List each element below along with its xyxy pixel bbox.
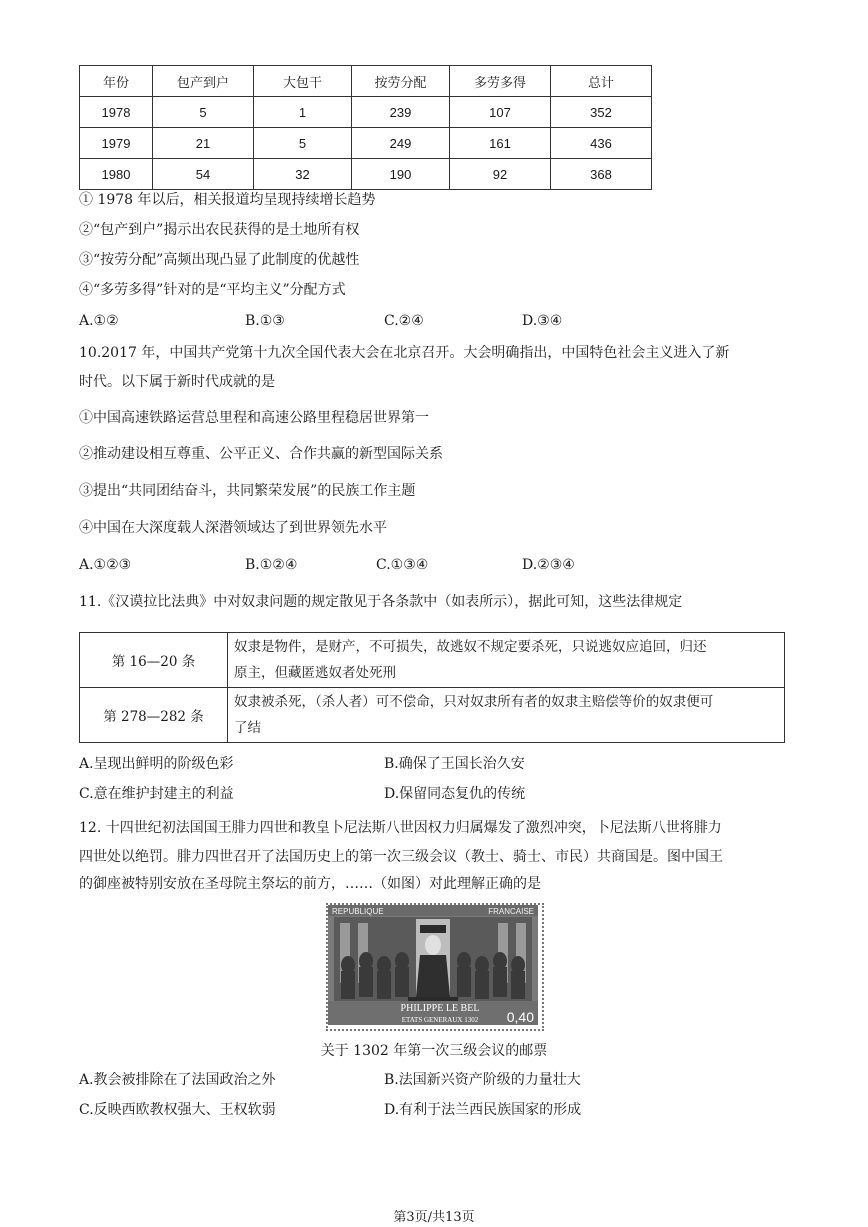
q10-option-b: B.①②④ <box>245 557 298 573</box>
table-cell: 368 <box>551 159 652 190</box>
table-cell: 21 <box>153 128 254 159</box>
table-header-cell: 大包干 <box>254 66 352 97</box>
stamp-illustration <box>328 905 538 1025</box>
table-header-cell: 多劳多得 <box>450 66 551 97</box>
table-cell: 54 <box>153 159 254 190</box>
q10-option-d: D.②③④ <box>522 557 575 573</box>
q11-option-d: D.保留同态复仇的传统 <box>384 786 526 802</box>
page-footer: 第3页/共13页 <box>393 1210 475 1225</box>
q9-item-2: ②“包产到户”揭示出农民获得的是土地所有权 <box>79 222 360 238</box>
q9-item-4: ④“多劳多得”针对的是“平均主义”分配方式 <box>79 282 346 298</box>
q9-option-c: C.②④ <box>384 313 424 329</box>
q9-option-a: A.①② <box>79 313 119 329</box>
table-cell: 92 <box>450 159 551 190</box>
stamp-text-name: PHILIPPE LE BEL <box>400 1003 480 1014</box>
table-cell-content <box>228 633 785 688</box>
table-cell: 436 <box>551 128 652 159</box>
table-cell: 5 <box>153 97 254 128</box>
q12-option-a: A.教会被排除在了法国政治之外 <box>79 1072 276 1088</box>
stamp-text-francaise: FRANCAISE <box>488 907 534 916</box>
table-header-row <box>80 66 652 97</box>
table-header-cell: 总计 <box>551 66 652 97</box>
report-count-table <box>79 65 652 190</box>
table-header-cell: 年份 <box>80 66 153 97</box>
table-cell: 1979 <box>80 128 153 159</box>
q10-item-4: ④中国在大深度载人深潜领域达了到世界领先水平 <box>79 520 387 536</box>
table-header-cell: 包产到户 <box>153 66 254 97</box>
table-cell-article: 第 16—20 条 <box>80 633 228 688</box>
table-row <box>80 633 785 688</box>
q12-option-b: B.法国新兴资产阶级的力量壮大 <box>384 1072 581 1088</box>
q11-option-c: C.意在维护封建主的利益 <box>79 786 234 802</box>
table-cell: 239 <box>352 97 450 128</box>
q10-option-c: C.①③④ <box>376 557 429 573</box>
q10-item-2: ②推动建设相互尊重、公平正义、合作共赢的新型国际关系 <box>79 446 443 462</box>
hammurabi-table <box>79 632 785 743</box>
content-line: 原主，但藏匿逃奴者处死刑 <box>234 665 396 681</box>
table-cell: 352 <box>551 97 652 128</box>
table-cell: 1980 <box>80 159 153 190</box>
table-cell-content <box>228 688 785 743</box>
table-row <box>80 97 652 128</box>
q10-item-1: ①中国高速铁路运营总里程和高速公路里程稳居世界第一 <box>79 410 429 426</box>
content-line: 了结 <box>234 720 261 736</box>
stamp-text-value: 0,40 <box>506 1009 534 1025</box>
q12-stem-line2: 四世处以绝罚。腓力四世召开了法国历史上的第一次三级会议（教士、骑士、市民）共商国是。图中国王 <box>79 849 723 865</box>
table-cell: 1 <box>254 97 352 128</box>
table-cell: 249 <box>352 128 450 159</box>
q9-option-b: B.①③ <box>245 313 285 329</box>
q12-option-c: C.反映西欧教权强大、王权软弱 <box>79 1102 276 1118</box>
stamp-text-subtitle: ETATS GENERAUX 1302 <box>401 1016 479 1024</box>
stamp-text-republique: REPUBLIQUE <box>332 907 384 916</box>
q12-stem-line3: 的御座被特别安放在圣母院主祭坛的前方，……（如图）对此理解正确的是 <box>79 876 541 892</box>
q9-item-3: ③“按劳分配”高频出现凸显了此制度的优越性 <box>79 252 360 268</box>
table-cell: 1978 <box>80 97 153 128</box>
content-line: 奴隶是物件，是财产，不可损失，故逃奴不规定要杀死，只说逃奴应追回，归还 <box>234 639 707 655</box>
q10-option-a: A.①②③ <box>79 557 132 573</box>
stamp-image <box>326 903 544 1031</box>
stamp-caption: 关于 1302 年第一次三级会议的邮票 <box>320 1043 548 1059</box>
table-row <box>80 159 652 190</box>
q12-stem-line1: 12. 十四世纪初法国国王腓力四世和教皇卜尼法斯八世因权力归属爆发了激烈冲突，卜尼法斯八世将腓力 <box>79 820 722 836</box>
table-cell: 32 <box>254 159 352 190</box>
content-line: 奴隶被杀死，（杀人者）可不偿命，只对奴隶所有者的奴隶主赔偿等价的奴隶便可 <box>234 694 714 710</box>
q12-option-d: D.有利于法兰西民族国家的形成 <box>384 1102 582 1118</box>
q9-option-d: D.③④ <box>522 313 563 329</box>
q10-stem-line2: 时代。以下属于新时代成就的是 <box>79 374 275 390</box>
table-row <box>80 688 785 743</box>
q10-item-3: ③提出“共同团结奋斗，共同繁荣发展”的民族工作主题 <box>79 483 416 499</box>
table-row <box>80 128 652 159</box>
table-cell: 5 <box>254 128 352 159</box>
table-cell: 190 <box>352 159 450 190</box>
q10-stem-line1: 10.2017 年，中国共产党第十九次全国代表大会在北京召开。大会明确指出，中国特色社会主义进入了新 <box>79 345 730 361</box>
q11-option-b: B.确保了王国长治久安 <box>384 756 525 772</box>
q11-option-a: A.呈现出鲜明的阶级色彩 <box>79 756 234 772</box>
table-cell: 161 <box>450 128 551 159</box>
table-cell: 107 <box>450 97 551 128</box>
q11-stem: 11.《汉谟拉比法典》中对奴隶问题的规定散见于各条款中（如表所示），据此可知，这些法律规定 <box>79 594 683 610</box>
table-cell-article: 第 278—282 条 <box>80 688 228 743</box>
q9-item-1: ① 1978 年以后，相关报道均呈现持续增长趋势 <box>79 192 376 208</box>
table-header-cell: 按劳分配 <box>352 66 450 97</box>
